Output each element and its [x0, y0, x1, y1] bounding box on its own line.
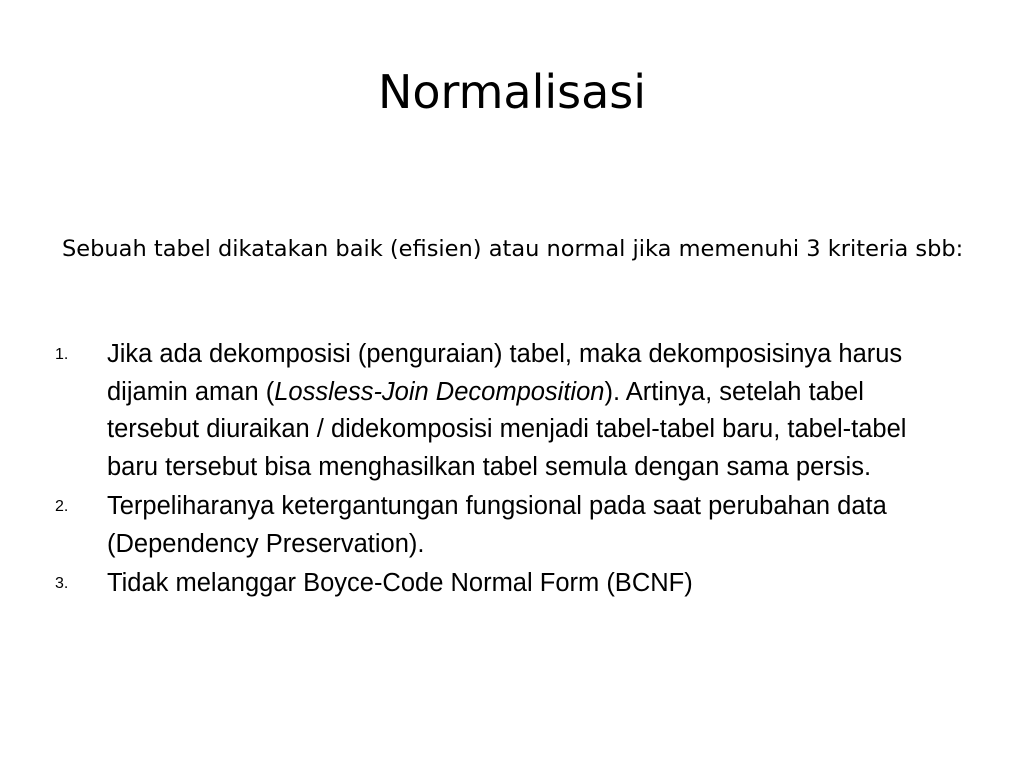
criteria-list	[0, 336, 1024, 605]
slide-title: Normalisasi	[377, 65, 647, 119]
list-number: 1.	[55, 346, 69, 363]
list-number: 3.	[55, 575, 69, 592]
list-item-text: Tidak melanggar Boyce-Code Normal Form (BCNF)	[107, 569, 693, 597]
intro-text: Sebuah tabel dikatakan baik (efisien) atau normal jika memenuhi 3 kriteria sbb:	[62, 236, 964, 262]
list-item	[0, 488, 1024, 563]
list-item-text-part: ). Artinya, setelah tabel tersebut diuraikan / didekomposisi menjadi tabel-tabel baru, tabel-tabel baru tersebut bisa menghasilkan tabel semula dengan sama persis.	[107, 377, 907, 481]
list-item-italic-term: Lossless-Join Decomposition	[274, 377, 605, 406]
list-item-text-part: Jika ada dekomposisi (penguraian) tabel, maka dekomposisinya harus dijamin aman (	[107, 340, 903, 406]
list-item	[0, 565, 1024, 603]
list-number: 2.	[55, 498, 69, 515]
list-item-text: Terpeliharanya ketergantungan fungsional pada saat perubahan data (Dependency Preservation).	[107, 492, 887, 558]
list-item	[0, 336, 1024, 486]
list-item-text	[107, 340, 906, 481]
